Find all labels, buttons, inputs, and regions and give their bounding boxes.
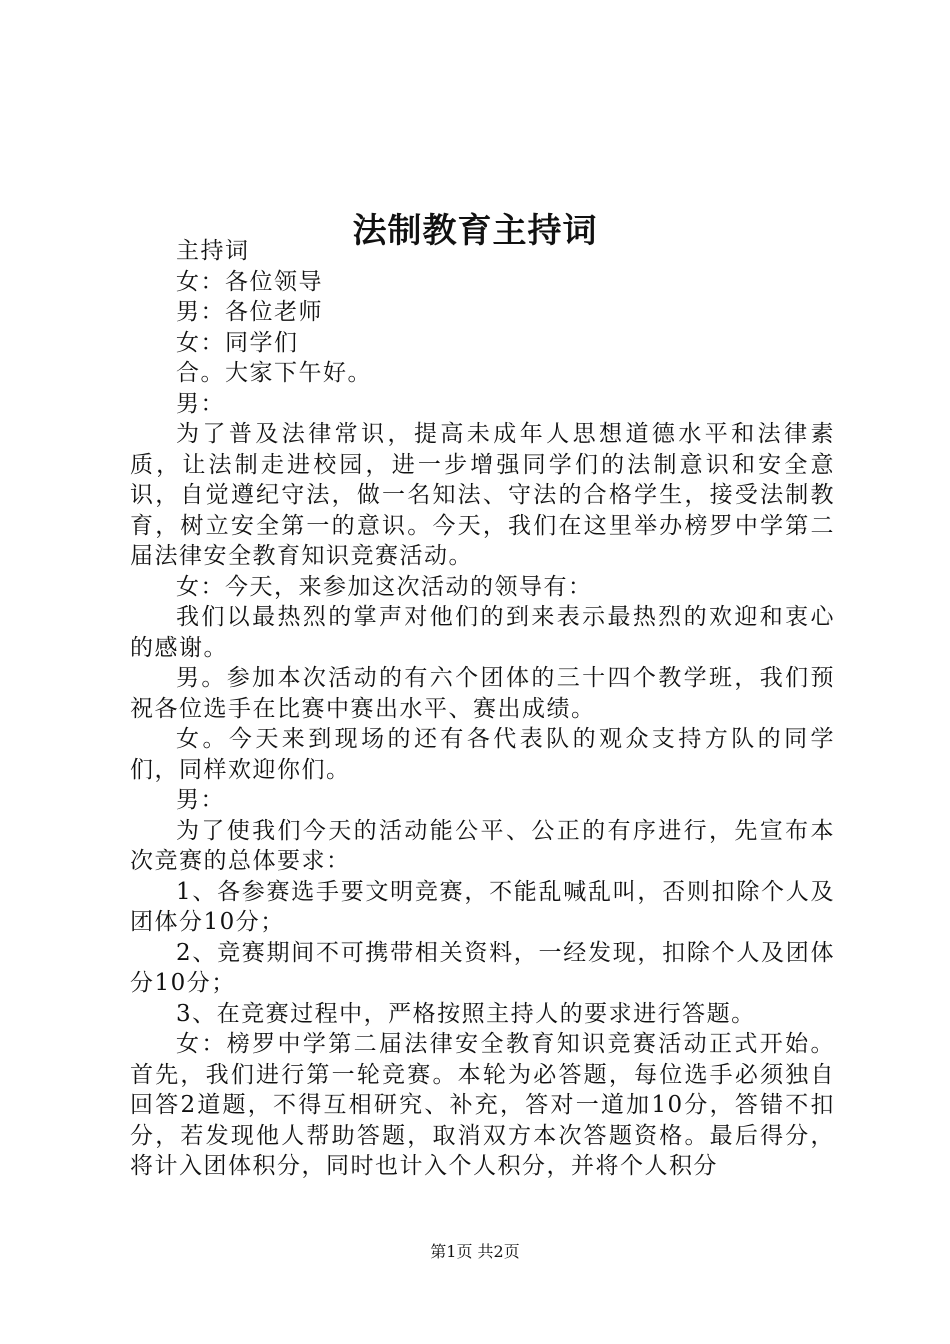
paragraph: 女：榜罗中学第二届法律安全教育知识竞赛活动正式开始。首先，我们进行第一轮竞赛。本轮为必答题，每位选手必须独自回答2道题，不得互相研究、补充，答对一道加10分，答错不扣分，若发现他人帮助答题，取消双方本次答题资格。最后得分，将计入团体积分，同时也计入个人积分，并将个人积分	[130, 1031, 835, 1179]
paragraph: 1、各参赛选手要文明竞赛，不能乱喊乱叫，否则扣除个人及团体分10分；	[130, 878, 835, 935]
document-body	[130, 236, 835, 1182]
paragraph: 合。大家下午好。	[176, 360, 372, 386]
paragraph: 女：今天，来参加这次活动的领导有：	[176, 573, 593, 600]
document-title: 法制教育主持词	[352, 210, 598, 251]
paragraph: 女：各位领导	[176, 268, 323, 295]
paragraph: 主持词	[176, 238, 250, 264]
paragraph: 男。参加本次活动的有六个团体的三十四个教学班，我们预祝各位选手在比赛中赛出水平、赛出成绩。	[130, 665, 835, 722]
paragraph: 女：同学们	[176, 329, 299, 356]
paragraph: 男：	[176, 787, 225, 813]
paragraph: 3、在竞赛过程中，严格按照主持人的要求进行答题。	[176, 1000, 756, 1027]
paragraph: 为了使我们今天的活动能公平、公正的有序进行，先宣布本次竞赛的总体要求：	[130, 817, 835, 874]
paragraph: 2、竞赛期间不可携带相关资料，一经发现，扣除个人及团体分10分；	[130, 939, 835, 996]
paragraph: 男：	[176, 390, 225, 417]
paragraph: 我们以最热烈的掌声对他们的到来表示最热烈的欢迎和衷心的感谢。	[130, 604, 835, 661]
paragraph: 为了普及法律常识，提高未成年人思想道德水平和法律素质，让法制走进校园，进一步增强同学们的法制意识和安全意识，自觉遵纪守法，做一名知法、守法的合格学生，接受法制教育，树立安全第一的意识。今天，我们在这里举办榜罗中学第二届法律安全教育知识竞赛活动。	[130, 421, 835, 569]
page-number-footer: 第1页 共2页	[430, 1242, 520, 1261]
paragraph: 男：各位老师	[176, 299, 323, 325]
paragraph: 女。今天来到现场的还有各代表队的观众支持方队的同学们，同样欢迎你们。	[130, 726, 835, 783]
